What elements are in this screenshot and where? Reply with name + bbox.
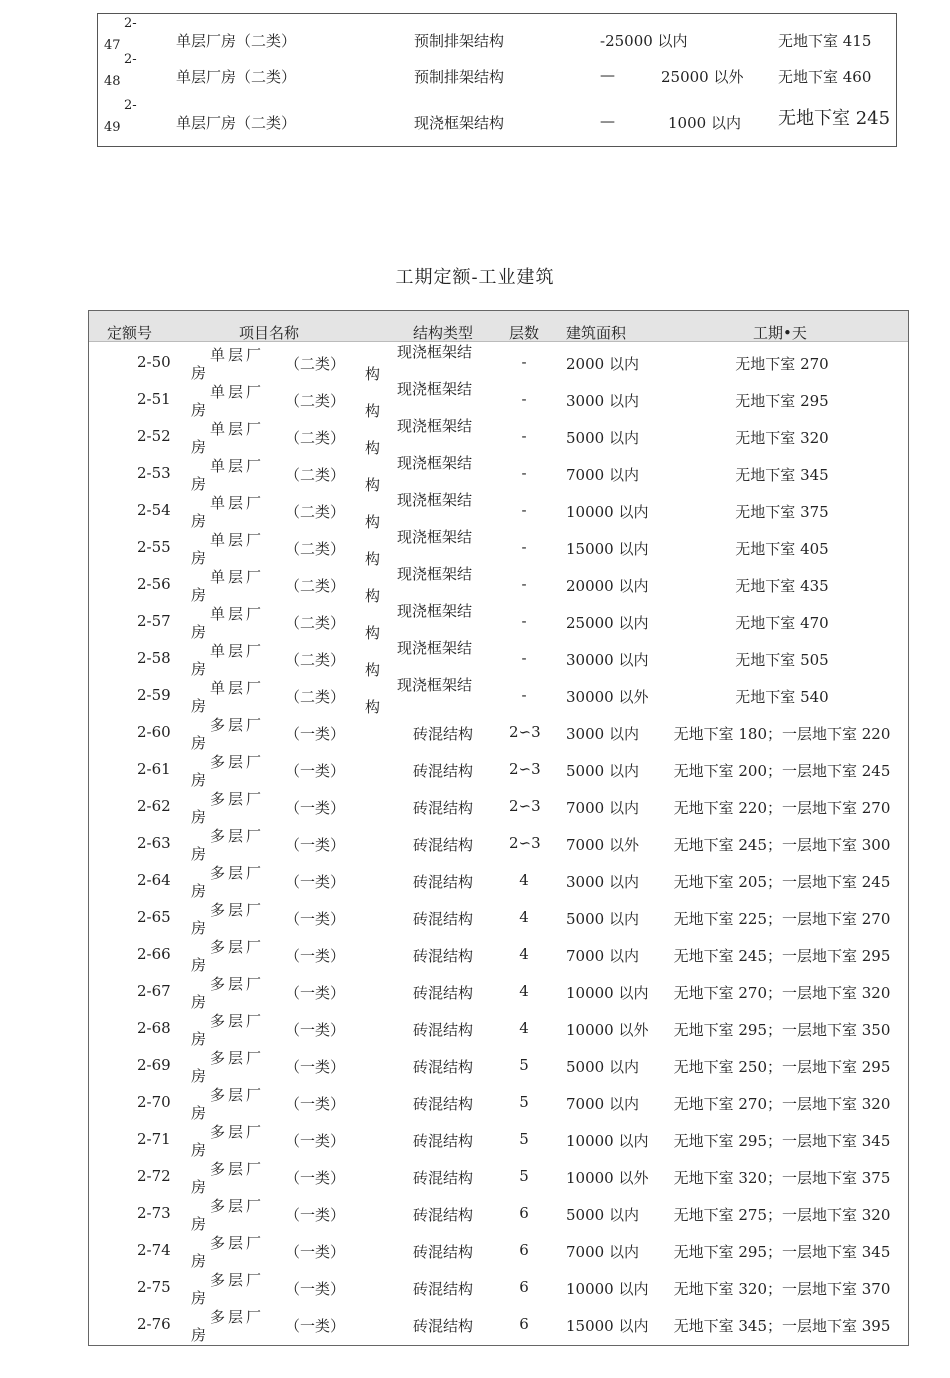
project-name: 多层厂 bbox=[210, 1197, 265, 1215]
structure-type: 现浇框架结 bbox=[397, 454, 473, 472]
floor-count: 6 bbox=[519, 1315, 529, 1333]
structure-type: 砖混结构 bbox=[413, 1317, 474, 1335]
dash-mark: — bbox=[600, 112, 615, 130]
floor-count: 6 bbox=[519, 1241, 529, 1259]
table-row bbox=[89, 970, 908, 1011]
duration-days: 无地下室 405 bbox=[735, 540, 829, 558]
duration-days: 无地下室 270；一层地下室 320 bbox=[673, 984, 891, 1002]
table-row bbox=[89, 822, 908, 863]
project-name-tail: 房 bbox=[191, 808, 207, 826]
duration-days: 无地下室 435 bbox=[735, 577, 829, 595]
structure-type: 现浇框架结 bbox=[397, 565, 473, 583]
duration-days: 无地下室 200；一层地下室 245 bbox=[673, 762, 891, 780]
table-row bbox=[89, 1266, 908, 1307]
project-name: 单层厂 bbox=[210, 457, 265, 475]
project-name: 多层厂 bbox=[210, 753, 265, 771]
quota-code: 2-67 bbox=[137, 982, 171, 1000]
duration-quota-table bbox=[88, 310, 909, 1346]
quota-code: 2-57 bbox=[137, 612, 171, 630]
project-category: （二类） bbox=[285, 651, 346, 669]
table-row bbox=[89, 452, 908, 494]
structure-type-tail: 构 bbox=[365, 661, 381, 679]
code-part: 49 bbox=[104, 120, 121, 135]
project-name: 多层厂 bbox=[210, 1049, 265, 1067]
building-area: 10000 以外 bbox=[566, 1169, 649, 1187]
structure-type: 现浇框架结 bbox=[397, 602, 473, 620]
structure-type-tail: 构 bbox=[365, 476, 381, 494]
project-name: 单层厂 bbox=[210, 642, 265, 660]
floor-count: 5 bbox=[519, 1130, 529, 1148]
project-name: 多层厂 bbox=[210, 1012, 265, 1030]
structure-type: 砖混结构 bbox=[413, 910, 474, 928]
project-name: 多层厂 bbox=[210, 1271, 265, 1289]
floor-count: 2∽3 bbox=[509, 760, 541, 778]
floor-count: - bbox=[521, 649, 527, 667]
project-name: 单层厂 bbox=[210, 679, 265, 697]
project-name: 多层厂 bbox=[210, 975, 265, 993]
duration-days: 无地下室 295；一层地下室 350 bbox=[673, 1021, 891, 1039]
duration-days: 无地下室 460 bbox=[778, 68, 872, 86]
quota-code: 2-74 bbox=[137, 1241, 171, 1259]
structure-type: 现浇框架结 bbox=[397, 491, 473, 509]
duration-days: 无地下室 225；一层地下室 270 bbox=[673, 910, 891, 928]
project-name: 多层厂 bbox=[210, 1234, 265, 1252]
project-name: 单层厂 bbox=[210, 383, 265, 401]
table-row bbox=[89, 526, 908, 568]
header-area: 建筑面积 bbox=[566, 324, 627, 342]
structure-type: 砖混结构 bbox=[413, 725, 474, 743]
quota-code: 2-51 bbox=[137, 390, 171, 408]
project-name: 单层厂 bbox=[210, 605, 265, 623]
header-floors: 层数 bbox=[509, 324, 540, 342]
floor-count: - bbox=[521, 464, 527, 482]
floor-count: 6 bbox=[519, 1278, 529, 1296]
project-category: （一类） bbox=[285, 1280, 346, 1298]
table-row bbox=[89, 785, 908, 826]
quota-code: 2-65 bbox=[137, 908, 171, 926]
quota-code: 2-53 bbox=[137, 464, 171, 482]
table-row bbox=[89, 600, 908, 642]
project-name-tail: 房 bbox=[191, 882, 207, 900]
project-name-tail: 房 bbox=[191, 1030, 207, 1048]
project-name-tail: 房 bbox=[191, 1252, 207, 1270]
code-part: 47 bbox=[104, 38, 121, 53]
building-area: 15000 以内 bbox=[566, 1317, 649, 1335]
quota-code: 2-62 bbox=[137, 797, 171, 815]
project-name: 多层厂 bbox=[210, 1160, 265, 1178]
project-category: （一类） bbox=[285, 984, 346, 1002]
structure-type-tail: 构 bbox=[365, 513, 381, 531]
project-name-tail: 房 bbox=[191, 1326, 207, 1344]
structure-type: 砖混结构 bbox=[413, 836, 474, 854]
table-row bbox=[89, 859, 908, 900]
table-row bbox=[89, 1229, 908, 1270]
project-name-tail: 房 bbox=[191, 1141, 207, 1159]
building-area: 3000 以内 bbox=[566, 873, 639, 891]
duration-days: 无地下室 220；一层地下室 270 bbox=[673, 799, 891, 817]
duration-days: 无地下室 375 bbox=[735, 503, 829, 521]
project-name: 多层厂 bbox=[210, 827, 265, 845]
floor-count: - bbox=[521, 538, 527, 556]
project-category: （一类） bbox=[285, 799, 346, 817]
table-row bbox=[89, 378, 908, 420]
project-name: 单层厂 bbox=[210, 346, 265, 364]
duration-days: 无地下室 540 bbox=[735, 688, 829, 706]
project-name: 多层厂 bbox=[210, 864, 265, 882]
floor-count: - bbox=[521, 353, 527, 371]
quota-code: 2-69 bbox=[137, 1056, 171, 1074]
duration-days: 无地下室 250；一层地下室 295 bbox=[673, 1058, 891, 1076]
table-row bbox=[89, 896, 908, 937]
project-name-tail: 房 bbox=[191, 1215, 207, 1233]
duration-days: 无地下室 180；一层地下室 220 bbox=[673, 725, 891, 743]
table-row bbox=[89, 1007, 908, 1048]
structure-type: 砖混结构 bbox=[413, 1021, 474, 1039]
table-row bbox=[98, 18, 896, 54]
structure-type-tail: 构 bbox=[365, 698, 381, 716]
dash-mark: — bbox=[600, 66, 615, 84]
quota-code: 2-68 bbox=[137, 1019, 171, 1037]
building-area: 30000 以外 bbox=[566, 688, 649, 706]
project-name: 多层厂 bbox=[210, 938, 265, 956]
quota-code: 2-63 bbox=[137, 834, 171, 852]
project-category: （二类） bbox=[285, 614, 346, 632]
project-category: （二类） bbox=[285, 392, 346, 410]
building-area: 10000 以内 bbox=[566, 1280, 649, 1298]
table-row bbox=[89, 1155, 908, 1196]
table-row bbox=[89, 489, 908, 531]
building-area: 3000 以内 bbox=[566, 725, 639, 743]
table-row bbox=[89, 637, 908, 679]
floor-count: 6 bbox=[519, 1204, 529, 1222]
structure-type-tail: 构 bbox=[365, 365, 381, 383]
structure-type: 现浇框架结 bbox=[397, 528, 473, 546]
building-area: 10000 以内 bbox=[566, 984, 649, 1002]
project-category: （一类） bbox=[285, 1132, 346, 1150]
project-name-tail: 房 bbox=[191, 1104, 207, 1122]
building-area: 15000 以内 bbox=[566, 540, 649, 558]
quota-code: 2-55 bbox=[137, 538, 171, 556]
floor-count: 4 bbox=[519, 908, 529, 926]
project-name: 多层厂 bbox=[210, 1308, 265, 1326]
building-area: 5000 以内 bbox=[566, 910, 639, 928]
quota-code: 2-76 bbox=[137, 1315, 171, 1333]
building-area: 3000 以内 bbox=[566, 392, 639, 410]
building-area: 2000 以内 bbox=[566, 355, 639, 373]
quota-code: 2-59 bbox=[137, 686, 171, 704]
floor-count: 2∽3 bbox=[509, 723, 541, 741]
quota-code: 2-73 bbox=[137, 1204, 171, 1222]
floor-count: - bbox=[521, 427, 527, 445]
floor-count: - bbox=[521, 686, 527, 704]
project-category: （二类） bbox=[285, 688, 346, 706]
quota-code: 2-71 bbox=[137, 1130, 171, 1148]
project-name: 单层厂 bbox=[210, 494, 265, 512]
building-area: 7000 以外 bbox=[566, 836, 639, 854]
duration-days: 无地下室 320 bbox=[735, 429, 829, 447]
table-header bbox=[89, 311, 908, 342]
previous-table-fragment bbox=[97, 13, 897, 147]
building-area: 20000 以内 bbox=[566, 577, 649, 595]
project-category: （一类） bbox=[285, 873, 346, 891]
project-category: （一类） bbox=[285, 1095, 346, 1113]
quota-code: 2-60 bbox=[137, 723, 171, 741]
table-row bbox=[89, 933, 908, 974]
project-category: （一类） bbox=[285, 947, 346, 965]
table-row bbox=[89, 1303, 908, 1344]
structure-type-tail: 构 bbox=[365, 550, 381, 568]
floor-count: 2∽3 bbox=[509, 834, 541, 852]
building-area: 1000 以内 bbox=[668, 114, 741, 132]
floor-count: 4 bbox=[519, 1019, 529, 1037]
structure-type: 砖混结构 bbox=[413, 1058, 474, 1076]
structure-type-tail: 构 bbox=[365, 587, 381, 605]
project-name: 单层厂 bbox=[210, 531, 265, 549]
duration-days: 无地下室 245；一层地下室 300 bbox=[673, 836, 891, 854]
building-area: 10000 以外 bbox=[566, 1021, 649, 1039]
building-area: 7000 以内 bbox=[566, 1243, 639, 1261]
structure-type: 砖混结构 bbox=[413, 947, 474, 965]
table-row bbox=[89, 748, 908, 789]
building-area: 5000 以内 bbox=[566, 429, 639, 447]
structure-type: 砖混结构 bbox=[413, 984, 474, 1002]
project-name-tail: 房 bbox=[191, 771, 207, 789]
structure-type: 砖混结构 bbox=[413, 1095, 474, 1113]
code-part: 2- bbox=[124, 52, 137, 67]
quota-code: 2-66 bbox=[137, 945, 171, 963]
building-area: 7000 以内 bbox=[566, 1095, 639, 1113]
duration-days: 无地下室 470 bbox=[735, 614, 829, 632]
project-name: 多层厂 bbox=[210, 1086, 265, 1104]
project-category: （二类） bbox=[285, 429, 346, 447]
duration-days: 无地下室 345；一层地下室 395 bbox=[673, 1317, 891, 1335]
project-name: 单层厂 bbox=[210, 420, 265, 438]
project-category: （二类） bbox=[285, 577, 346, 595]
project-category: （一类） bbox=[285, 725, 346, 743]
floor-count: - bbox=[521, 612, 527, 630]
project-name-tail: 房 bbox=[191, 660, 207, 678]
code-part: 48 bbox=[104, 74, 121, 89]
page-title: 工期定额-工业建筑 bbox=[395, 267, 555, 288]
project-category: （一类） bbox=[285, 1058, 346, 1076]
duration-days: 无地下室 345 bbox=[735, 466, 829, 484]
project-name: 单层厂房（二类） bbox=[176, 32, 297, 50]
header-structure: 结构类型 bbox=[413, 324, 474, 342]
floor-count: - bbox=[521, 501, 527, 519]
project-name: 单层厂房（二类） bbox=[176, 114, 297, 132]
quota-code: 2-50 bbox=[137, 353, 171, 371]
project-name-tail: 房 bbox=[191, 1178, 207, 1196]
table-row bbox=[89, 563, 908, 605]
structure-type: 预制排架结构 bbox=[414, 68, 505, 86]
project-name-tail: 房 bbox=[191, 697, 207, 715]
project-category: （一类） bbox=[285, 1021, 346, 1039]
project-name-tail: 房 bbox=[191, 586, 207, 604]
building-area: -25000 以内 bbox=[600, 32, 688, 50]
building-area: 5000 以内 bbox=[566, 762, 639, 780]
project-category: （二类） bbox=[285, 466, 346, 484]
duration-days: 无地下室 245；一层地下室 295 bbox=[673, 947, 891, 965]
table-row bbox=[89, 1044, 908, 1085]
structure-type: 现浇框架结 bbox=[397, 380, 473, 398]
project-name-tail: 房 bbox=[191, 475, 207, 493]
project-name: 单层厂 bbox=[210, 568, 265, 586]
code-part: 2- bbox=[124, 98, 137, 113]
structure-type: 预制排架结构 bbox=[414, 32, 505, 50]
quota-code: 2-52 bbox=[137, 427, 171, 445]
building-area: 10000 以内 bbox=[566, 1132, 649, 1150]
building-area: 10000 以内 bbox=[566, 503, 649, 521]
quota-code: 2-58 bbox=[137, 649, 171, 667]
duration-days: 无地下室 320；一层地下室 370 bbox=[673, 1280, 891, 1298]
table-row bbox=[89, 1192, 908, 1233]
project-category: （一类） bbox=[285, 1317, 346, 1335]
project-name: 多层厂 bbox=[210, 901, 265, 919]
duration-days: 无地下室 320；一层地下室 375 bbox=[673, 1169, 891, 1187]
quota-code: 2-70 bbox=[137, 1093, 171, 1111]
project-name-tail: 房 bbox=[191, 1067, 207, 1085]
structure-type: 砖混结构 bbox=[413, 1243, 474, 1261]
project-name-tail: 房 bbox=[191, 956, 207, 974]
table-row bbox=[89, 1081, 908, 1122]
project-category: （一类） bbox=[285, 836, 346, 854]
project-name-tail: 房 bbox=[191, 364, 207, 382]
project-category: （二类） bbox=[285, 540, 346, 558]
building-area: 5000 以内 bbox=[566, 1206, 639, 1224]
floor-count: 5 bbox=[519, 1093, 529, 1111]
project-category: （二类） bbox=[285, 503, 346, 521]
floor-count: 4 bbox=[519, 982, 529, 1000]
project-category: （二类） bbox=[285, 355, 346, 373]
project-name: 多层厂 bbox=[210, 1123, 265, 1141]
quota-code: 2-64 bbox=[137, 871, 171, 889]
duration-days: 无地下室 415 bbox=[778, 32, 872, 50]
header-period: 工期•天 bbox=[753, 324, 807, 342]
header-code: 定额号 bbox=[107, 324, 153, 342]
table-row bbox=[98, 100, 896, 136]
building-area: 30000 以内 bbox=[566, 651, 649, 669]
duration-days: 无地下室 245 bbox=[778, 108, 891, 129]
project-category: （一类） bbox=[285, 762, 346, 780]
project-name: 多层厂 bbox=[210, 790, 265, 808]
structure-type: 砖混结构 bbox=[413, 873, 474, 891]
building-area: 7000 以内 bbox=[566, 799, 639, 817]
structure-type: 砖混结构 bbox=[413, 762, 474, 780]
building-area: 7000 以内 bbox=[566, 947, 639, 965]
project-name-tail: 房 bbox=[191, 845, 207, 863]
project-name-tail: 房 bbox=[191, 549, 207, 567]
structure-type: 砖混结构 bbox=[413, 1280, 474, 1298]
quota-code: 2-72 bbox=[137, 1167, 171, 1185]
code-part: 2- bbox=[124, 16, 137, 31]
project-name-tail: 房 bbox=[191, 919, 207, 937]
structure-type: 现浇框架结构 bbox=[414, 114, 505, 132]
structure-type: 砖混结构 bbox=[413, 1169, 474, 1187]
project-category: （一类） bbox=[285, 1206, 346, 1224]
quota-code: 2-54 bbox=[137, 501, 171, 519]
structure-type: 现浇框架结 bbox=[397, 639, 473, 657]
project-name-tail: 房 bbox=[191, 438, 207, 456]
structure-type: 现浇框架结 bbox=[397, 343, 473, 361]
duration-days: 无地下室 295；一层地下室 345 bbox=[673, 1243, 891, 1261]
duration-days: 无地下室 295 bbox=[735, 392, 829, 410]
structure-type: 砖混结构 bbox=[413, 799, 474, 817]
project-name: 单层厂房（二类） bbox=[176, 68, 297, 86]
duration-days: 无地下室 205；一层地下室 245 bbox=[673, 873, 891, 891]
building-area: 25000 以外 bbox=[661, 68, 744, 86]
project-category: （一类） bbox=[285, 910, 346, 928]
project-name-tail: 房 bbox=[191, 401, 207, 419]
floor-count: - bbox=[521, 390, 527, 408]
structure-type-tail: 构 bbox=[365, 439, 381, 457]
floor-count: 2∽3 bbox=[509, 797, 541, 815]
structure-type: 现浇框架结 bbox=[397, 417, 473, 435]
quota-code: 2-61 bbox=[137, 760, 171, 778]
table-row bbox=[89, 415, 908, 457]
header-name: 项目名称 bbox=[239, 324, 300, 342]
structure-type: 砖混结构 bbox=[413, 1206, 474, 1224]
floor-count: 5 bbox=[519, 1056, 529, 1074]
structure-type: 现浇框架结 bbox=[397, 676, 473, 694]
duration-days: 无地下室 270；一层地下室 320 bbox=[673, 1095, 891, 1113]
duration-days: 无地下室 275；一层地下室 320 bbox=[673, 1206, 891, 1224]
project-category: （一类） bbox=[285, 1243, 346, 1261]
project-name-tail: 房 bbox=[191, 623, 207, 641]
project-name-tail: 房 bbox=[191, 734, 207, 752]
building-area: 7000 以内 bbox=[566, 466, 639, 484]
floor-count: - bbox=[521, 575, 527, 593]
table-row bbox=[89, 674, 908, 716]
duration-days: 无地下室 295；一层地下室 345 bbox=[673, 1132, 891, 1150]
structure-type: 砖混结构 bbox=[413, 1132, 474, 1150]
table-row bbox=[98, 54, 896, 90]
structure-type-tail: 构 bbox=[365, 624, 381, 642]
project-name-tail: 房 bbox=[191, 993, 207, 1011]
floor-count: 5 bbox=[519, 1167, 529, 1185]
structure-type-tail: 构 bbox=[365, 402, 381, 420]
building-area: 5000 以内 bbox=[566, 1058, 639, 1076]
table-row bbox=[89, 341, 908, 383]
table-row bbox=[89, 1118, 908, 1159]
quota-code: 2-75 bbox=[137, 1278, 171, 1296]
project-name-tail: 房 bbox=[191, 1289, 207, 1307]
project-category: （一类） bbox=[285, 1169, 346, 1187]
table-row bbox=[89, 711, 908, 752]
building-area: 25000 以内 bbox=[566, 614, 649, 632]
duration-days: 无地下室 505 bbox=[735, 651, 829, 669]
project-name: 多层厂 bbox=[210, 716, 265, 734]
floor-count: 4 bbox=[519, 871, 529, 889]
duration-days: 无地下室 270 bbox=[735, 355, 829, 373]
floor-count: 4 bbox=[519, 945, 529, 963]
project-name-tail: 房 bbox=[191, 512, 207, 530]
quota-code: 2-56 bbox=[137, 575, 171, 593]
